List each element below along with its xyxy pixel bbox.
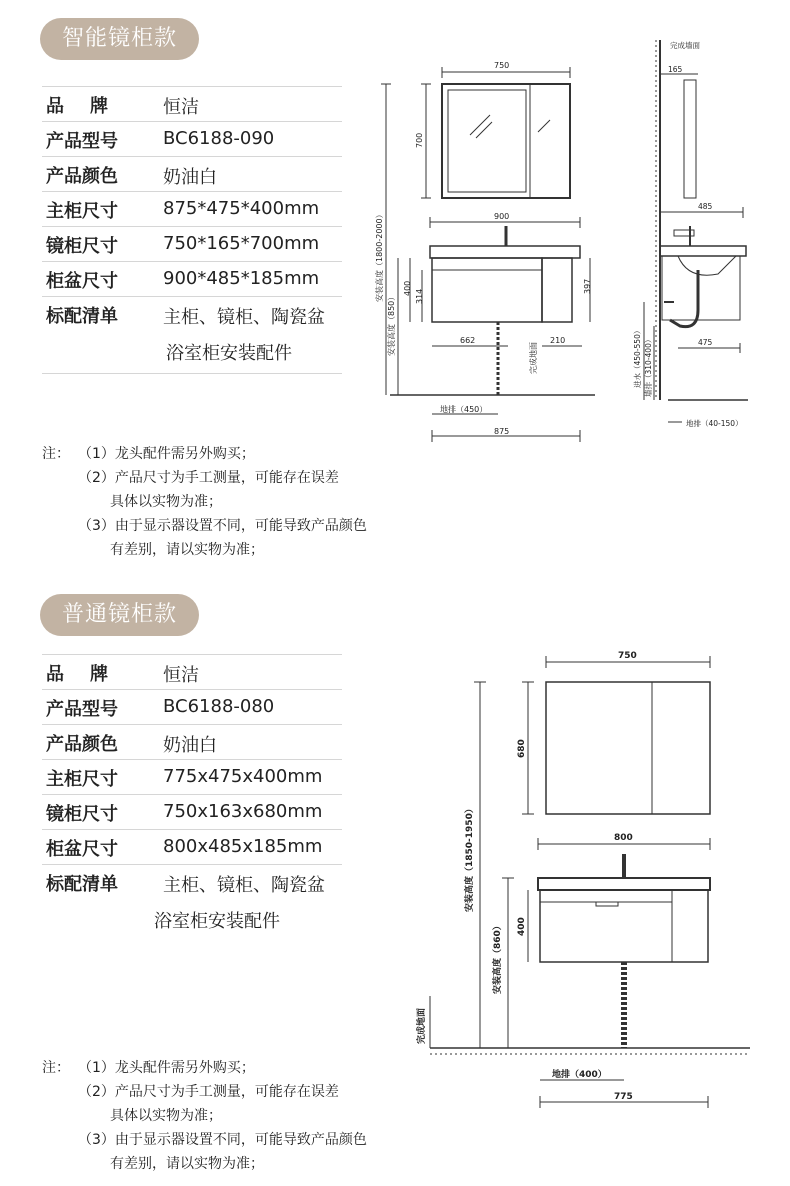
spec-value: 775x475x400mm	[163, 766, 323, 787]
note-2: （2）产品尺寸为手工测量，可能存在误差	[78, 470, 339, 486]
spec-value: BC6188-080	[163, 696, 275, 717]
spec-label: 柜盆尺寸	[46, 271, 118, 292]
dim-inner-height: 314	[415, 288, 424, 304]
dim-install-height-2: 安装高度（860）	[493, 921, 503, 994]
label-floor-drain: 地排（450）	[440, 405, 488, 414]
spec-value: 奶油白	[163, 735, 217, 756]
dim-install-height-2: 安装高度（850）	[387, 292, 396, 356]
front-view-diagram-1	[370, 40, 610, 450]
dim-side-offset: 210	[550, 336, 566, 345]
spec-label: 产品型号	[46, 131, 118, 152]
dim-side-height: 397	[583, 278, 592, 294]
label-wall-drain: 墙排（310-400）	[644, 335, 653, 397]
label-finished-wall: 完成墙面	[670, 41, 700, 50]
spec-value: 主柜、镜柜、陶瓷盆	[163, 875, 325, 896]
note-2: （2）产品尺寸为手工测量，可能存在误差	[78, 1084, 339, 1100]
spec-value: 奶油白	[163, 167, 217, 188]
spec-row-model	[42, 690, 342, 725]
spec-value-line2: 浴室柜安装配件	[154, 911, 280, 932]
spec-row-basin-size	[42, 830, 342, 865]
spec-label: 镜柜尺寸	[46, 804, 118, 825]
spec-row-color	[42, 157, 342, 192]
spec-value: 750*165*700mm	[163, 233, 320, 254]
spec-row-mirror-size	[42, 227, 342, 262]
dim-mirror-height: 700	[415, 132, 424, 148]
dim-mirror-width: 750	[618, 651, 637, 661]
spec-row-model	[42, 122, 342, 157]
spec-row-main-size	[42, 760, 342, 795]
note-3: （3）由于显示器设置不同，可能导致产品颜色	[78, 518, 367, 534]
spec-value: 主柜、镜柜、陶瓷盆	[163, 307, 325, 328]
note-3-cont: 有差别，请以实物为准；	[110, 542, 264, 558]
spec-label: 品牌	[46, 96, 134, 117]
dim-body-width: 775	[614, 1092, 633, 1102]
spec-value: 恒洁	[163, 665, 199, 686]
spec-row-package	[42, 297, 342, 374]
label-finished-floor: 完成地面	[529, 342, 538, 374]
spec-label: 柜盆尺寸	[46, 839, 118, 860]
spec-value: 900*485*185mm	[163, 268, 320, 289]
dim-mirror-width: 750	[494, 61, 510, 70]
note-3-cont: 有差别，请以实物为准；	[110, 1156, 264, 1172]
spec-value: 恒洁	[163, 97, 199, 118]
dim-counter-width: 800	[614, 833, 633, 843]
spec-row-brand	[42, 654, 342, 690]
dim-install-height: 安装高度（1800-2000）	[375, 210, 384, 302]
spec-row-brand	[42, 86, 342, 122]
dim-mirror-height: 680	[517, 739, 527, 758]
spec-table-2	[42, 654, 342, 941]
spec-label: 品牌	[46, 664, 134, 685]
note-3: （3）由于显示器设置不同，可能导致产品颜色	[78, 1132, 367, 1148]
spec-row-color	[42, 725, 342, 760]
note-prefix: 注：	[42, 446, 70, 462]
spec-row-basin-size	[42, 262, 342, 297]
spec-row-mirror-size	[42, 795, 342, 830]
dim-basin-depth: 485	[698, 202, 713, 211]
note-prefix: 注：	[42, 1060, 70, 1076]
dim-install-height: 安装高度（1850-1950）	[465, 804, 475, 912]
spec-label: 产品颜色	[46, 734, 118, 755]
label-floor-drain: 地排（400）	[552, 1070, 607, 1080]
spec-value: 750x163x680mm	[163, 801, 323, 822]
dim-counter-width: 900	[494, 212, 510, 221]
dim-drain-offset: 662	[460, 336, 476, 345]
spec-value: 800x485x185mm	[163, 836, 323, 857]
note-1: （1）龙头配件需另外购买；	[78, 1060, 255, 1076]
spec-label: 镜柜尺寸	[46, 236, 118, 257]
label-water-inlet: 进水（450-550）	[633, 326, 642, 388]
section2-title: 普通镜柜款	[40, 594, 199, 636]
dim-cabinet-depth: 475	[698, 338, 713, 347]
note-2-cont: 具体以实物为准；	[110, 494, 222, 510]
section1-title: 智能镜柜款	[40, 18, 199, 60]
label-floor-drain-2: 地排（40-150）	[686, 419, 743, 428]
dim-cabinet-height: 400	[517, 917, 527, 936]
spec-label: 标配清单	[46, 874, 118, 895]
spec-label: 主柜尺寸	[46, 201, 118, 222]
dim-body-width: 875	[494, 427, 510, 436]
spec-row-package	[42, 865, 342, 941]
spec-value: BC6188-090	[163, 128, 275, 149]
dim-cabinet-height: 400	[403, 280, 412, 296]
spec-label: 标配清单	[46, 306, 118, 327]
spec-value: 875*475*400mm	[163, 198, 320, 219]
spec-label: 主柜尺寸	[46, 769, 118, 790]
spec-row-main-size	[42, 192, 342, 227]
label-finished-floor: 完成地面	[417, 1007, 427, 1044]
front-view-diagram-2	[410, 640, 760, 1120]
spec-value-line2: 浴室柜安装配件	[166, 343, 292, 364]
note-1: （1）龙头配件需另外购买；	[78, 446, 255, 462]
spec-table-1	[42, 86, 342, 374]
note-2-cont: 具体以实物为准；	[110, 1108, 222, 1124]
spec-label: 产品型号	[46, 699, 118, 720]
dim-mirror-depth: 165	[668, 65, 683, 74]
spec-label: 产品颜色	[46, 166, 118, 187]
side-view-diagram-1	[618, 30, 780, 440]
